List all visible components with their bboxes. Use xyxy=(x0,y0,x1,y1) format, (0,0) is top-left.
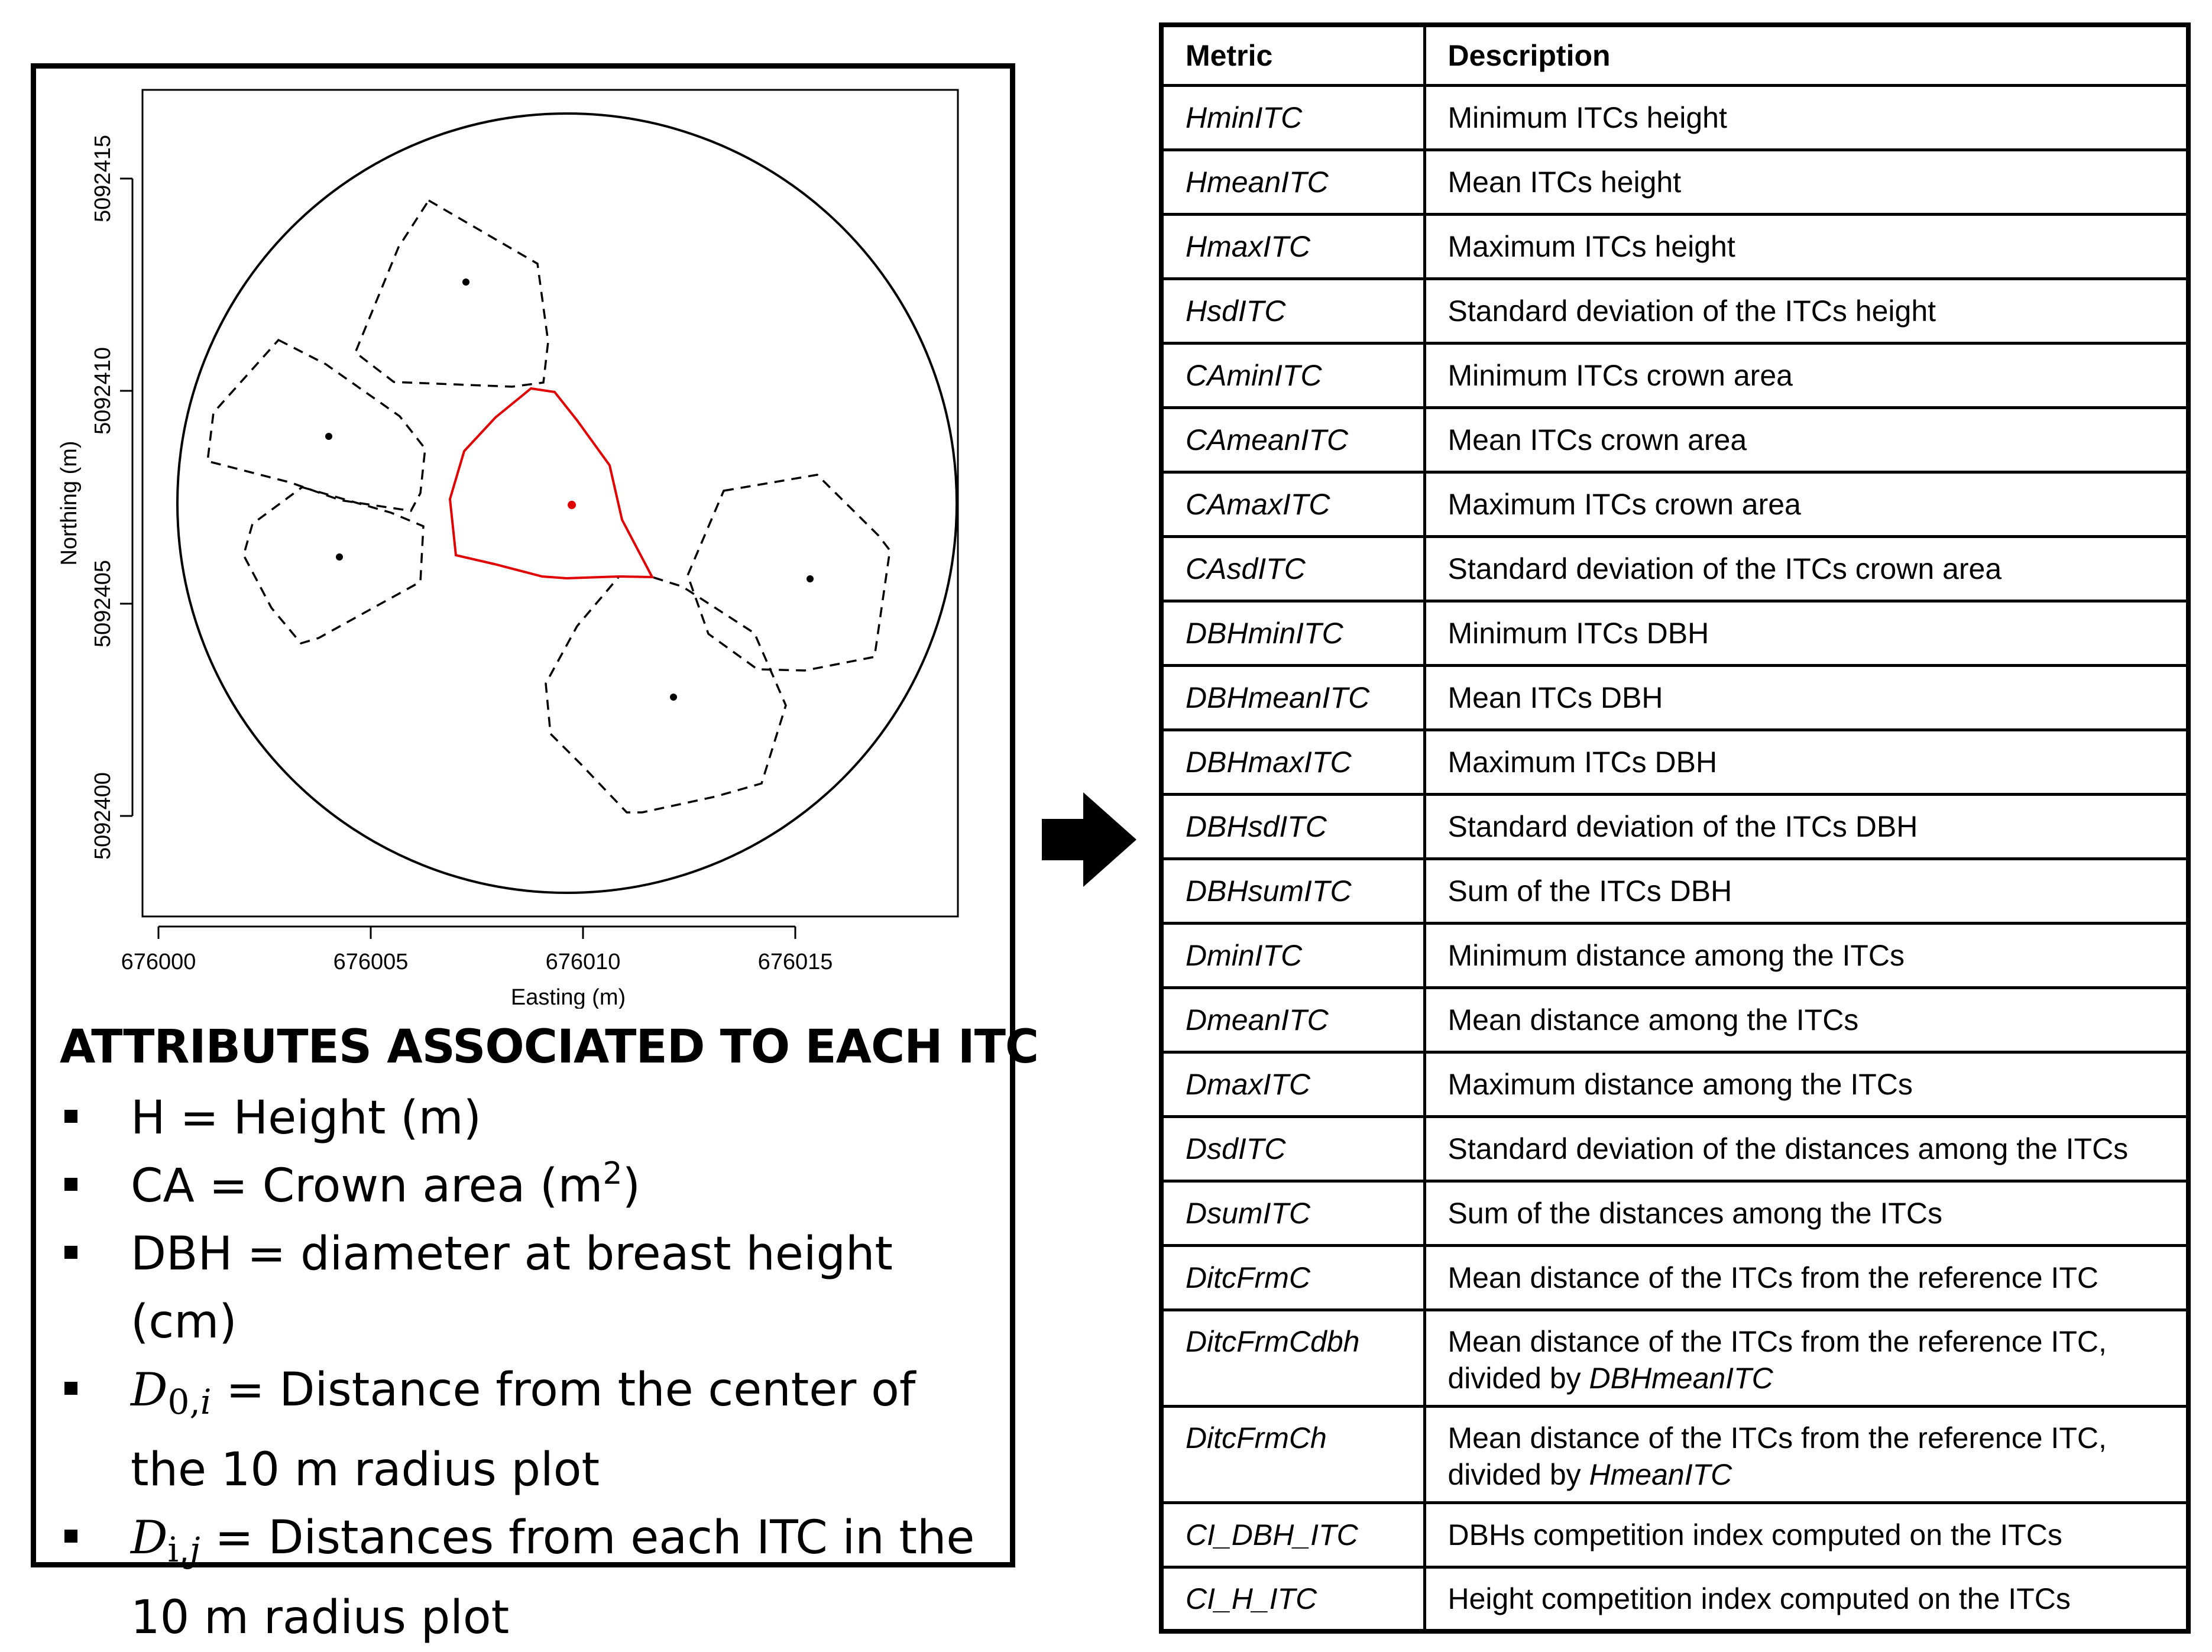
description-line: Mean distance of the ITCs from the reference ITC, xyxy=(1447,1421,2107,1455)
x-tick-label: 676010 xyxy=(545,950,621,974)
metric-cell: DmaxITC xyxy=(1161,1052,1424,1116)
attribute-superscript: 2 xyxy=(603,1156,623,1191)
description-line: Mean distance of the ITCs from the reference ITC, xyxy=(1447,1324,2107,1358)
description-cell: Maximum ITCs crown area xyxy=(1424,472,2188,536)
table-row xyxy=(1161,278,2188,343)
description-prefix: divided by xyxy=(1447,1457,1589,1491)
metric-cell: CAminITC xyxy=(1161,343,1424,407)
table-row xyxy=(1161,85,2188,150)
table-row xyxy=(1161,730,2188,794)
y-tick-label: 5092415 xyxy=(90,135,115,222)
attribute-item-dbh xyxy=(60,1220,1006,1356)
table-row xyxy=(1161,407,2188,472)
attribute-item-distance-each xyxy=(60,1504,1006,1652)
table-row xyxy=(1161,1181,2188,1245)
metric-cell: HminITC xyxy=(1161,85,1424,150)
description-cell: Standard deviation of the ITCs crown area xyxy=(1424,536,2188,601)
x-tick-label: 676005 xyxy=(333,950,409,974)
reference-itc-crown xyxy=(450,388,652,578)
metric-cell: HsdITC xyxy=(1161,278,1424,343)
description-cell: Maximum ITCs DBH xyxy=(1424,730,2188,794)
metric-cell: HmeanITC xyxy=(1161,150,1424,214)
attributes-section xyxy=(60,1015,1039,1652)
table-row xyxy=(1161,794,2188,859)
table-body xyxy=(1161,85,2188,1631)
table-row xyxy=(1161,1116,2188,1181)
description-cell: Maximum distance among the ITCs xyxy=(1424,1052,2188,1116)
itc-crown-2 xyxy=(208,340,425,511)
attribute-item-crown-area xyxy=(60,1152,1006,1220)
metric-cell: DitcFrmCh xyxy=(1161,1406,1424,1502)
table-row xyxy=(1161,343,2188,407)
metric-cell: CAmeanITC xyxy=(1161,407,1424,472)
table-row xyxy=(1161,150,2188,214)
table-row xyxy=(1161,665,2188,730)
description-metric-ref: DBHmeanITC xyxy=(1589,1361,1773,1395)
attribute-text-suffix: ) xyxy=(622,1159,641,1213)
metric-cell: DBHsumITC xyxy=(1161,859,1424,923)
description-cell: Mean ITCs height xyxy=(1424,150,2188,214)
description-cell: Sum of the ITCs DBH xyxy=(1424,859,2188,923)
table-row xyxy=(1161,1245,2188,1310)
metric-cell: DmeanITC xyxy=(1161,987,1424,1052)
description-cell: Standard deviation of the ITCs DBH xyxy=(1424,794,2188,859)
plot-boundary-circle xyxy=(177,114,957,893)
metric-cell: CAmaxITC xyxy=(1161,472,1424,536)
metric-cell: DsdITC xyxy=(1161,1116,1424,1181)
itc-crown-5 xyxy=(546,576,786,812)
metric-cell: DsumITC xyxy=(1161,1181,1424,1245)
itc-treetop xyxy=(670,694,677,701)
description-cell: Minimum ITCs crown area xyxy=(1424,343,2188,407)
description-metric-ref: HmeanITC xyxy=(1589,1457,1732,1491)
bullet-icon xyxy=(64,1246,77,1259)
attribute-text: DBH = diameter at breast height (cm) xyxy=(131,1227,893,1349)
description-cell: Standard deviation of the distances among the ITCs xyxy=(1424,1116,2188,1181)
description-cell: Standard deviation of the ITCs height xyxy=(1424,278,2188,343)
attributes-title: ATTRIBUTES ASSOCIATED TO EACH ITC xyxy=(60,1021,1039,1074)
attribute-text: H = Height (m) xyxy=(131,1091,482,1145)
table-row xyxy=(1161,1406,2188,1502)
plot-frame xyxy=(142,90,958,916)
table-row xyxy=(1161,1502,2188,1567)
y-tick-label: 5092405 xyxy=(90,560,115,647)
metric-cell: DBHmaxITC xyxy=(1161,730,1424,794)
itc-treetop xyxy=(336,553,343,561)
metric-cell: CI_DBH_ITC xyxy=(1161,1502,1424,1567)
y-axis-ticks xyxy=(120,179,132,816)
description-cell: Mean distance among the ITCs xyxy=(1424,987,2188,1052)
description-cell: Mean distance of the ITCs from the reference ITC xyxy=(1424,1245,2188,1310)
itc-treetop xyxy=(462,278,469,286)
table-row xyxy=(1161,601,2188,665)
math-symbol: $D_{i,j}$ xyxy=(131,1511,200,1570)
itc-crown-1 xyxy=(355,200,548,387)
table-row xyxy=(1161,859,2188,923)
metric-cell: DitcFrmCdbh xyxy=(1161,1310,1424,1406)
column-header-metric: Metric xyxy=(1161,25,1424,85)
attribute-text: CA = Crown area (m xyxy=(131,1159,603,1213)
table-header-row xyxy=(1161,25,2188,85)
attribute-item-height xyxy=(60,1084,1006,1152)
metric-cell: CI_H_ITC xyxy=(1161,1567,1424,1631)
bullet-icon xyxy=(64,1530,77,1543)
description-cell: Minimum ITCs DBH xyxy=(1424,601,2188,665)
description-cell: Height competition index computed on the ITCs xyxy=(1424,1567,2188,1631)
metric-cell: DBHminITC xyxy=(1161,601,1424,665)
table-row xyxy=(1161,923,2188,987)
bullet-icon xyxy=(64,1178,77,1191)
right-arrow-icon xyxy=(1042,792,1142,887)
itc-plot xyxy=(36,69,1010,1009)
bullet-icon xyxy=(64,1110,77,1123)
itc-plot-panel xyxy=(31,63,1039,1644)
description-cell: DBHs competition index computed on the ITCs xyxy=(1424,1502,2188,1567)
table-row xyxy=(1161,472,2188,536)
description-cell: Maximum ITCs height xyxy=(1424,214,2188,278)
table-row xyxy=(1161,1567,2188,1631)
description-cell: Mean ITCs DBH xyxy=(1424,665,2188,730)
y-tick-label: 5092400 xyxy=(90,772,115,860)
itc-treetop xyxy=(325,433,332,440)
metric-cell: CAsdITC xyxy=(1161,536,1424,601)
y-axis-label: Northing (m) xyxy=(57,440,82,566)
attribute-text: = Distance from the center of the 10 m radius plot xyxy=(131,1363,916,1496)
x-axis-ticks xyxy=(158,927,795,939)
description-prefix: divided by xyxy=(1447,1361,1589,1395)
table-row xyxy=(1161,536,2188,601)
table-row xyxy=(1161,214,2188,278)
description-cell: Sum of the distances among the ITCs xyxy=(1424,1181,2188,1245)
itc-crown-3 xyxy=(244,487,423,643)
metric-cell: DitcFrmC xyxy=(1161,1245,1424,1310)
attribute-text: = Distances from each ITC in the 10 m radius plot xyxy=(131,1511,975,1644)
table-row xyxy=(1161,987,2188,1052)
reference-itc-treetop xyxy=(568,501,576,509)
itc-treetop xyxy=(807,575,814,582)
bullet-icon xyxy=(64,1382,77,1395)
description-cell: Minimum ITCs height xyxy=(1424,85,2188,150)
metric-cell: HmaxITC xyxy=(1161,214,1424,278)
x-tick-label: 676015 xyxy=(757,950,833,974)
attribute-item-distance-center xyxy=(60,1356,1006,1504)
description-cell: Minimum distance among the ITCs xyxy=(1424,923,2188,987)
x-axis-label: Easting (m) xyxy=(510,985,626,1009)
description-cell: Mean ITCs crown area xyxy=(1424,407,2188,472)
metric-cell: DBHsdITC xyxy=(1161,794,1424,859)
description-cell xyxy=(1424,1310,2188,1406)
description-cell xyxy=(1424,1406,2188,1502)
table-row xyxy=(1161,1310,2188,1406)
math-symbol: $D_{0,i}$ xyxy=(131,1363,212,1422)
metric-cell: DBHmeanITC xyxy=(1161,665,1424,730)
table-row xyxy=(1161,1052,2188,1116)
itc-crown-4 xyxy=(688,475,890,670)
y-tick-label: 5092410 xyxy=(90,347,115,435)
metrics-table xyxy=(1159,22,2191,1634)
x-tick-label: 676000 xyxy=(121,950,196,974)
metric-cell: DminITC xyxy=(1161,923,1424,987)
column-header-description: Description xyxy=(1424,25,2188,85)
